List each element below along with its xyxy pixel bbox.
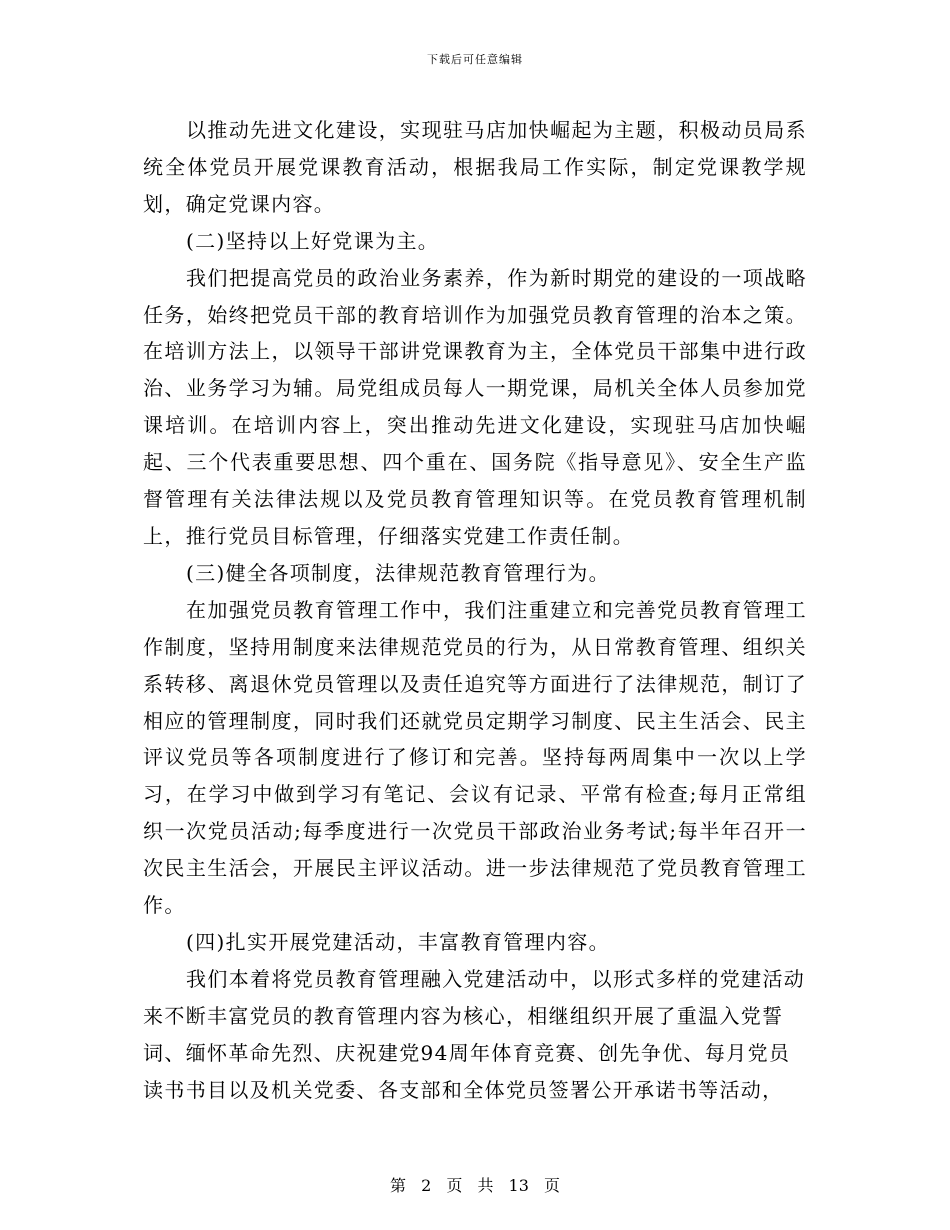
paragraph-2: 我们把提高党员的政治业务素养，作为新时期党的建设的一项战略任务，始终把党员干部的教育培训作为加强党员教育管理的治本之策。在培训方法上，以领导干部讲党课教育为主，全体党员干部集中进行政治、业务学习为辅。局党组成员每人一期党课，局机关全体人员参加党课培训。在培训内容上，突出推动先进文化建设，实现驻马店加快崛起、三个代表重要思想、四个重在、国务院《指导意见》、安全生产监督管理有关法律法规以及党员教育管理知识等。在党员教育管理机制上，推行党员目标管理，仔细落实党建工作责任制。 bbox=[143, 265, 807, 548]
paragraph-1: 以推动先进文化建设，实现驻马店加快崛起为主题，积极动员局系统全体党员开展党课教育活动，根据我局工作实际，制定党课教学规划，确定党课内容。 bbox=[143, 118, 807, 216]
paragraph-3: 在加强党员教育管理工作中，我们注重建立和完善党员教育管理工作制度，坚持用制度来法律规范党员的行为，从日常教育管理、组织关系转移、离退休党员管理以及责任追究等方面进行了法律规范，制订了相应的管理制度，同时我们还就党员定期学习制度、民主生活会、民主评议党员等各项制度进行了修订和完善。坚持每两周集中一次以上学习，在学习中做到学习有笔记、会议有记录、平常有检查;每月正常组织一次党员活动;每季度进行一次党员干部政治业务考试;每半年召开一次民主生活会，开展民主评议活动。进一步法律规范了党员教育管理工作。 bbox=[143, 597, 807, 918]
page-header-note: 下载后可任意编辑 bbox=[427, 53, 523, 66]
paragraph-4: 我们本着将党员教育管理融入党建活动中，以形式多样的党建活动来不断丰富党员的教育管理内容为核心，相继组织开展了重温入党誓词、缅怀革命先烈、庆祝建党94周年体育竞赛、创先争优、每月党员读书书目以及机关党委、各支部和全体党员签署公开承诺书等活动， bbox=[143, 966, 806, 1102]
section-heading-4: (四)扎实开展党建活动，丰富教育管理内容。 bbox=[186, 929, 610, 954]
section-heading-3: (三)健全各项制度，法律规范教育管理行为。 bbox=[186, 560, 610, 585]
page-number: 第 2 页 共 13 页 bbox=[390, 1176, 560, 1195]
section-heading-2: (二)坚持以上好党课为主。 bbox=[186, 228, 440, 253]
document-body bbox=[143, 112, 807, 1108]
